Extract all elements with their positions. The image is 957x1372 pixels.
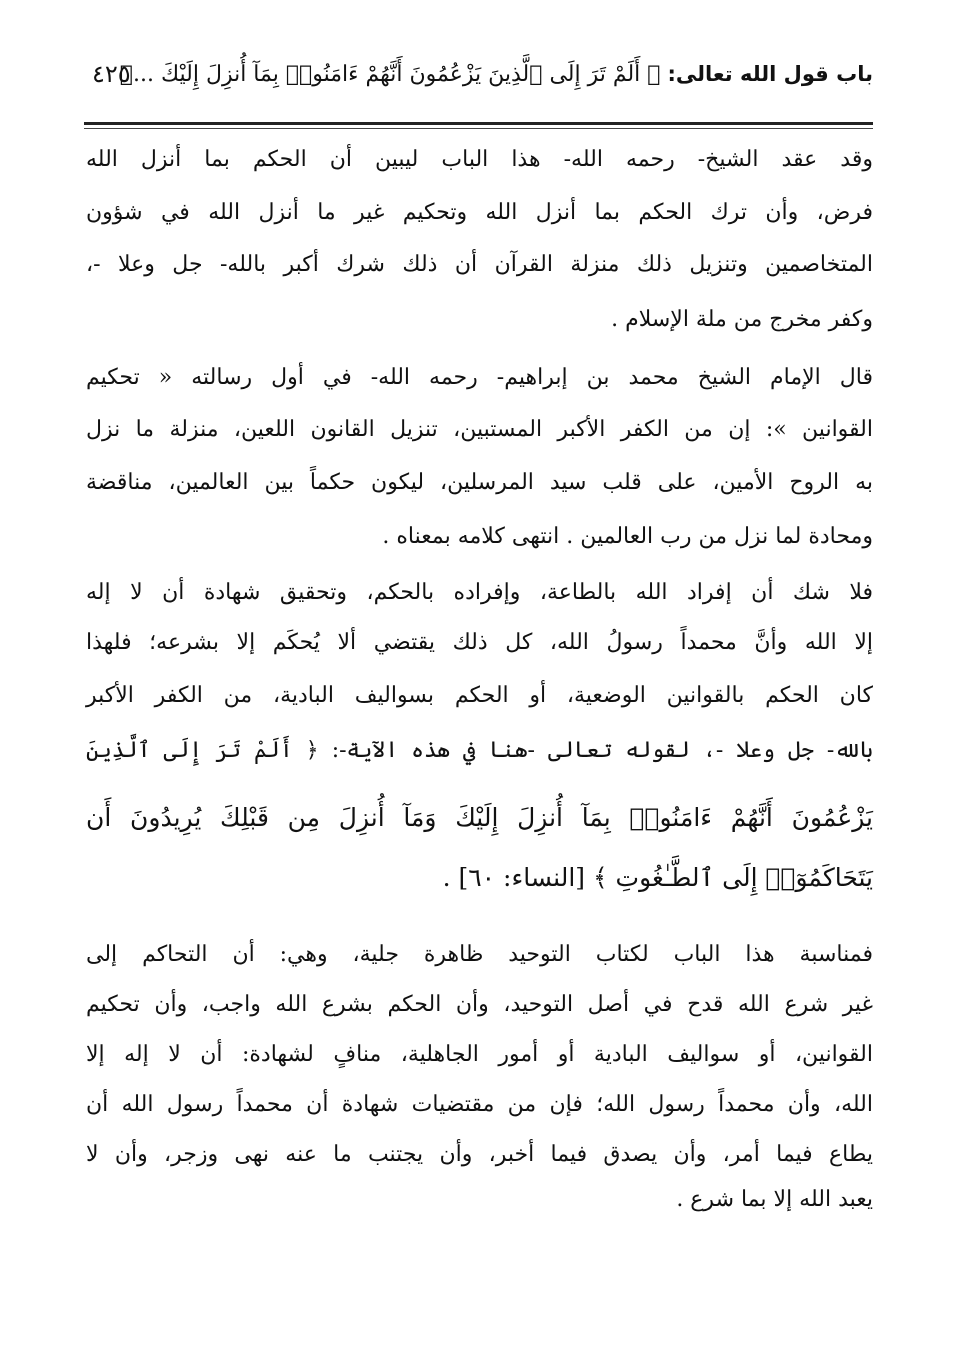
- text-line: يطاع فيما أمر، وأن يصدق فيما أخبر، وأن يجتنب ما عنه نهى وزجر، وأن لا: [86, 1142, 873, 1167]
- text-line: وقد عقد الشيخ- رحمه الله- هذا الباب ليبين أن الحكم بما أنزل الله: [86, 147, 873, 172]
- text-line: فمناسبة هذا الباب لكتاب التوحيد ظاهرة جلية، وهي: أن التحاكم إلى: [86, 942, 873, 967]
- text-line: القوانين، أو سواليف البادية أو أمور الجاهلية، منافٍ لشهادة: أن لا إله إلا: [86, 1042, 873, 1067]
- text-line: وكفر مخرج من ملة الإسلام .: [611, 307, 873, 332]
- text-line: القوانين »: إن من الكفر الأكبر المستبين، تنزيل القانون اللعين، منزلة ما نزل: [86, 417, 873, 442]
- text-line: يعبد الله إلا بما شرع .: [676, 1187, 873, 1212]
- text-line: بالله- جل وعلا -، لقوله تعالى -هنا في هذه الآية-: ﴿ أَلَمْ تَرَ إِلَى ٱلَّذِينَ: [86, 738, 873, 763]
- verse-line: يَتَحَاكَمُوٓا۟ إِلَى ٱلطَّـٰغُوتِ ﴾ [النساء: ٦٠] .: [442, 863, 873, 892]
- text-line: المتخاصمين وتنزيل ذلك منزلة القرآن أن ذلك شرك أكبر بالله- جل وعلا -،: [86, 252, 873, 277]
- text-line: به الروح الأمين، على قلب سيد المرسلين، ليكون حكماً بين العالمين، مناقضة: [86, 470, 873, 495]
- text-line: فرض، وأن ترك الحكم بما أنزل الله وتحكيم غير ما أنزل الله في شؤون: [86, 200, 873, 225]
- verse-line: يَزْعُمُونَ أَنَّهُمْ ءَامَنُوا۟ بِمَآ أُنزِلَ إِلَيْكَ وَمَآ أُنزِلَ مِن قَبْلِكَ يُرِيدُونَ أَن: [86, 803, 873, 832]
- text-line: إلا الله وأنَّ محمداً رسولُ الله، كل ذلك يقتضي ألا يُحكَم إلا بشرعه؛ فلهذا: [86, 630, 873, 655]
- running-header: [119, 62, 873, 102]
- text-line: الله، وأن محمداً رسول الله؛ فإن من مقتضيات شهادة أن محمداً رسول الله أن: [86, 1092, 873, 1117]
- text-line: ومحادة لما نزل من رب العالمين . انتهى كلامه بمعناه .: [382, 524, 873, 549]
- text-line: كان الحكم بالقوانين الوضعية، أو الحكم بسواليف البادية، من الكفر الأكبر: [86, 683, 873, 708]
- page-number: ٤٢٥: [92, 60, 131, 88]
- chapter-label: باب قول الله تعالى:: [667, 62, 873, 86]
- header-verse: ﴿ أَلَمْ تَرَ إِلَى ٱلَّذِينَ يَزْعُمُونَ أَنَّهُمْ ءَامَنُوا۟ بِمَآ أُنزِلَ إِلَيْكَ ...﴾: [119, 62, 661, 87]
- header-rule: [84, 122, 873, 125]
- text-line: غير شرع الله قدح في أصل التوحيد، وأن الحكم بشرع الله واجب، وأن تحكيم: [86, 992, 874, 1017]
- text-line: فلا شك أن إفراد الله بالطاعة، وإفراده بالحكم، وتحقيق شهادة أن لا إله: [86, 580, 873, 605]
- header-rule-thin: [84, 128, 873, 129]
- text-line: قال الإمام الشيخ محمد بن إبراهيم- رحمه الله- في أول رسالته « تحكيم: [86, 365, 873, 390]
